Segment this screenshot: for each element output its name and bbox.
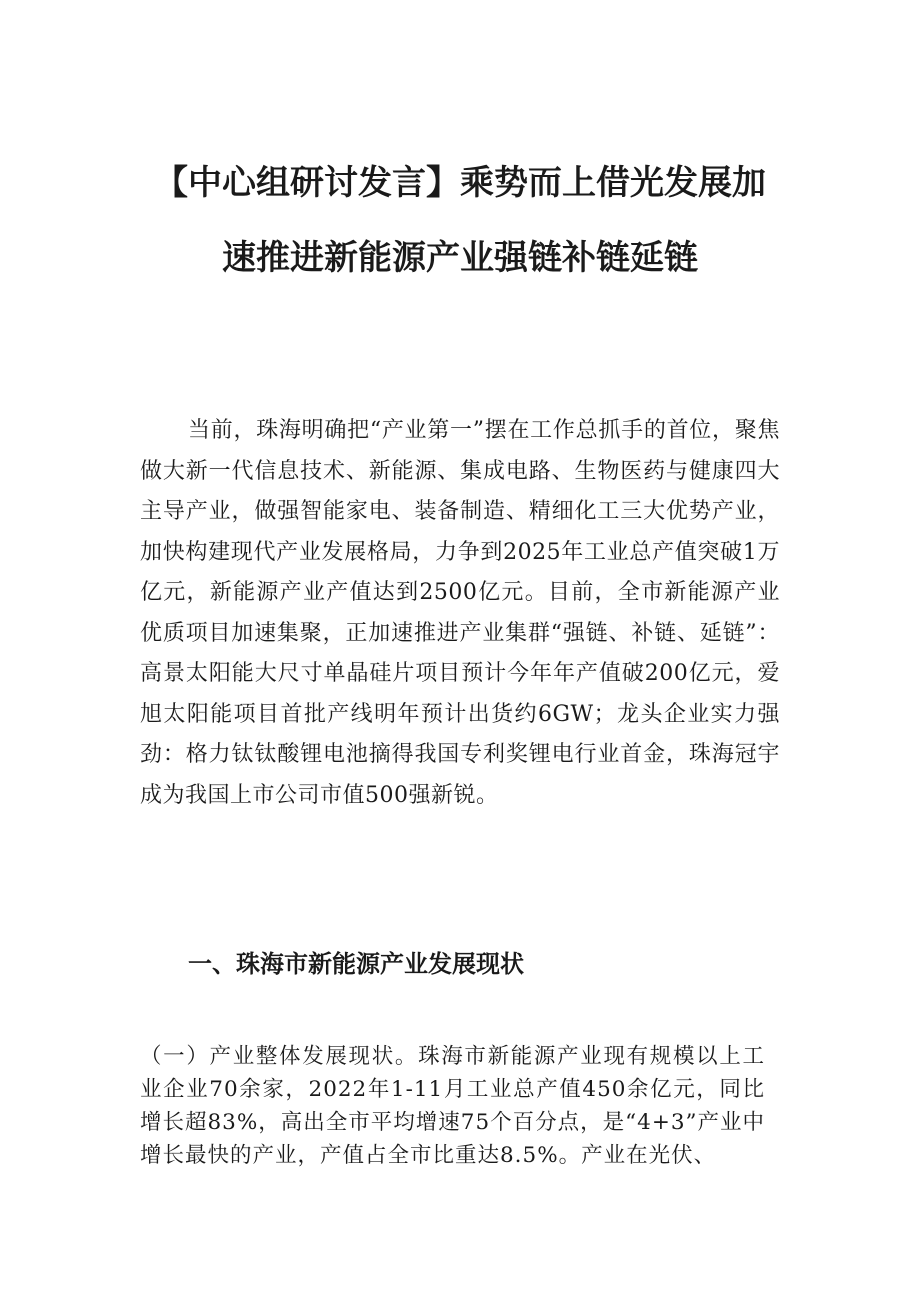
section-paragraph: （一）产业整体发展现状。珠海市新能源产业现有规模以上工业企业70余家，2022年1-11月工业总产值450余亿元，同比增长超83%，高出全市平均增速75个百分点，是“4+3”产业中增长最快的产业，产值占全市比重达8.5%。产业在光伏、 [140, 1044, 766, 1168]
document-title-line-2: 速推进新能源产业强链补链延链 [222, 238, 698, 278]
document-title-line-1: 【中心组研讨发言】乘势而上借光发展加 [154, 163, 766, 203]
section-heading: 一、珠海市新能源产业发展现状 [188, 950, 524, 978]
intro-paragraph: 当前，珠海明确把“产业第一”摆在工作总抓手的首位，聚焦做大新一代信息技术、新能源、集成电路、生物医药与健康四大主导产业，做强智能家电、装备制造、精细化工三大优势产业，加快构建现代产业发展格局，力争到2025年工业总产值突破1万亿元，新能源产业产值达到2500亿元。目前，全市新能源产业优质项目加速集聚，正加速推进产业集群“强链、补链、延链”：高景太阳能大尺寸单晶硅片项目预计今年年产值破200亿元，爱旭太阳能项目首批产线明年预计出货约6GW；龙头企业实力强劲：格力钛钛酸锂电池摘得我国专利奖锂电行业首金，珠海冠宇成为我国上市公司市值500强新锐。 [140, 418, 780, 808]
